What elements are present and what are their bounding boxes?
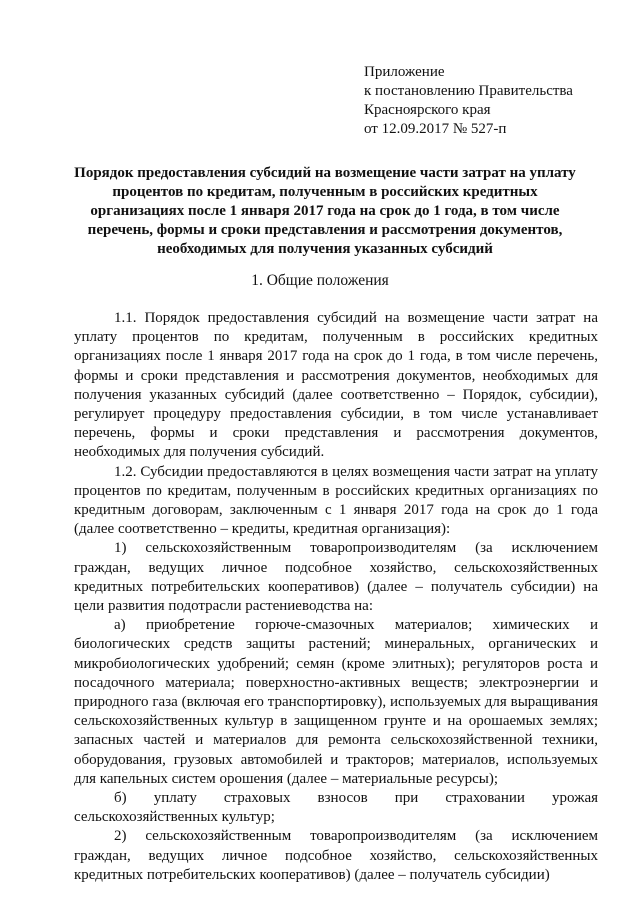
document-title: Порядок предоставления субсидий на возмещение части затрат на уплату процентов по кредитам, полученным в российских кредитных организациях после 1 января 2017 года на срок до 1 года, в том числе перечень, формы и сроки представления и рассмотрения документов, необходимых для получения указанных субсидий xyxy=(74,165,576,257)
document-body xyxy=(74,309,598,885)
list-item-a-text: приобретение горюче-смазочных материалов; химических и биологических средств защиты растений; минеральных, органических и микробиологических удобрений; семян (кроме элитных); регуляторов роста и посадочного материала; поверхностно-активных веществ; электроэнергии и природного газа (включая его транспортировку), используемых для выращивания сельскохозяйственных культур в защищенном грунте и на орошаемых землях; запасных частей и материалов для ремонта сельскохозяйственной техники, оборудования, грузовых автомобилей и тракторов; материалов, используемых для капельных систем орошения (далее – материальные ресурсы); xyxy=(74,617,599,787)
list-item-1: 1) сельскохозяйственным товаропроизводителям (за исключением граждан, ведущих личное подсобное хозяйство, сельскохозяйственных кредитных потребительских кооперативов) (далее – получатель субсидии) на цели развития подотрасли растениеводства на: xyxy=(74,540,598,615)
list-item-a-label: а) xyxy=(114,617,126,634)
appendix-resolution-ref: к постановлению Правительства xyxy=(364,83,573,99)
list-item-b xyxy=(74,789,598,827)
paragraph-1-2: 1.2. Субсидии предоставляются в целях возмещения части затрат на уплату процентов по кредитам, полученным в российских кредитных организациях по кредитным договорам, заключенным с 1 января 2017 года на срок до 1 года (далее соответственно – кредиты, кредитная организация): xyxy=(74,463,598,538)
list-item-b-text: уплату страховых взносов при страховании урожая сельскохозяйственных культур; xyxy=(74,790,599,826)
paragraph-1-1: 1.1. Порядок предоставления субсидий на возмещение части затрат на уплату процентов по кредитам, полученным в российских кредитных организациях после 1 января 2017 года на срок до 1 года, в том числе перечень, формы и сроки представления и рассмотрения документов, необходимых для получения указанных субсидий (далее соответственно – Порядок, субсидии), регулирует процедуру предоставления субсидии, в том числе устанавливает перечень, формы и сроки представления и рассмотрения документов, необходимых для получения субсидий. xyxy=(74,310,598,461)
list-item-a xyxy=(74,616,598,789)
appendix-region: Красноярского края xyxy=(364,102,491,118)
appendix-date-number: от 12.09.2017 № 527-п xyxy=(364,121,507,137)
list-item-b-label: б) xyxy=(114,790,127,807)
appendix-label: Приложение xyxy=(364,64,445,80)
appendix-header xyxy=(364,63,573,139)
section-heading: 1. Общие положения xyxy=(251,272,389,289)
list-item-2: 2) сельскохозяйственным товаропроизводителям (за исключением граждан, ведущих личное подсобное хозяйство, сельскохозяйственных кредитных потребительских кооперативов) (далее – получатель субсидии) xyxy=(74,828,598,883)
